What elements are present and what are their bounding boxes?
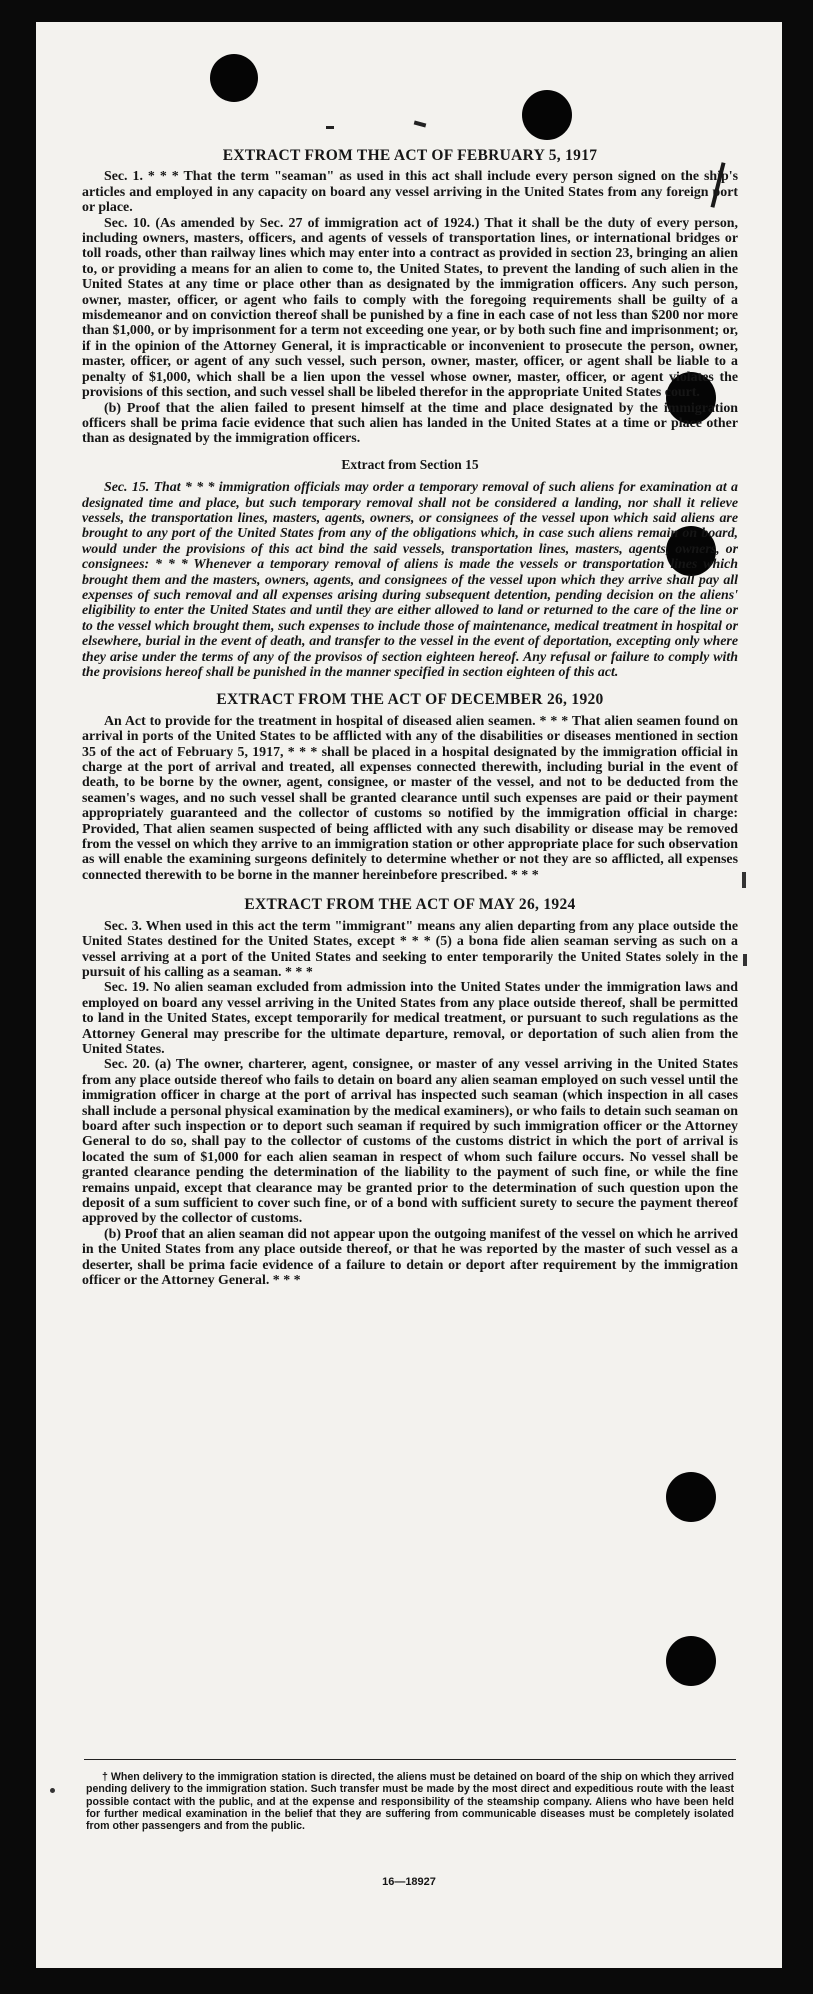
section-10: Sec. 10. (As amended by Sec. 27 of immigration act of 1924.) That it shall be the duty of every person, including owners, masters, officers, and agents of vessels of transportation lines, or international bridges or toll roads, other than railway lines which may enter into a contract as provided in section 23, bringing an alien to, or providing a means for an alien to come to, the United States, to prevent the landing of such alien in the United States at any time or place other than as designated by the immigration officers. Any such person, owner, master, officer, or agent who fails to comply with the foregoing requirements shall be guilty of a misdemeanor and on conviction thereof shall be punished by a fine in each case of not less than $200 nor more than $1,000, or by imprisonment for a term not exceeding one year, or by both such fine and imprisonment; or, if in the opinion of the Attorney General, it is impracticable or inconvenient to prosecute the person, owner, master, officer, or agent of any such vessel, such person, owner, master, officer, or agent shall be liable to a penalty of $1,000, which shall be a lien upon the vessel whose owner, master, officer, or agent violates the provisions of this section, and such vessel shall be libeled therefor in the appropriate United States court. bbox=[82, 215, 738, 401]
stray-mark-right-2 bbox=[743, 954, 747, 966]
punch-hole-right-3 bbox=[666, 1472, 716, 1522]
section-3: Sec. 3. When used in this act the term "immigrant" means any alien departing from any place outside the United States destined for the United States, except * * * (5) a bona fide alien seaman serving as such on a vessel arriving at a port of the United States and seeking to enter temporarily the United States solely in the pursuit of his calling as a seaman. * * * bbox=[82, 918, 738, 980]
section-1: Sec. 1. * * * That the term "seaman" as used in this act shall include every person signed on the ship's articles and employed in any capacity on board any vessel arriving in the United States from any foreign port or place. bbox=[82, 169, 738, 216]
heading-act-1920: EXTRACT FROM THE ACT OF DECEMBER 26, 1920 bbox=[216, 691, 604, 709]
document-page bbox=[36, 22, 782, 1968]
stray-mark-right bbox=[742, 872, 746, 888]
form-number: 16—18927 bbox=[382, 1876, 436, 1888]
section-19: Sec. 19. No alien seaman excluded from admission into the United States under the immigration laws and employed on board any vessel arriving in the United States from any place outside thereof, shall be permitted to land in the United States, except temporarily for medical treatment, or pursuant to such regulations as the Attorney General may prescribe for the ultimate departure, removal, or deportation of such alien from the United States. bbox=[82, 980, 738, 1057]
punch-hole-top-right bbox=[522, 90, 572, 140]
footnote: † When delivery to the immigration station is directed, the aliens must be detained on board of the ship on which they arrived pending delivery to the immigration station. Such transfer must be made by the most direct and expeditious route with the least possible contact with the public, and at the expense and responsibility of the steamship company. Aliens who have been held for further medical examination in the belief that they are suffering from communicable diseases must be completely isolated from other passengers and from the public. bbox=[86, 1771, 734, 1833]
act-1920-text: An Act to provide for the treatment in hospital of diseased alien seamen. * * * That alien seamen found on arrival in ports of the United States to be afflicted with any of the disabilities or diseases mentioned in section 35 of the act of February 5, 1917, * * * shall be placed in a hospital designated by the immigration official in charge at the port of arrival and treated, all expenses connected therewith, including burial in the event of death, to be borne by the owner, agent, consignee, or master of the vessel, and not to be deducted from the seamen's wages, and no such vessel shall be granted clearance until such expenses are paid or their payment appropriately guaranteed and the collector of customs so notified by the immigration official in charge: Provided, That alien seamen suspected of being afflicted with any such disability or disease may be removed from the vessel on which they arrive to an immigration station or other appropriate place for such observation as will enable the examining surgeons definitely to determine whether or not they are so afflicted, all expenses connected therewith to be borne in the manner hereinbefore prescribed. * * * bbox=[82, 713, 738, 883]
stray-mark-top bbox=[326, 126, 334, 129]
stray-mark-left bbox=[50, 1788, 55, 1793]
punch-hole-right-4 bbox=[666, 1636, 716, 1686]
heading-section-15: Extract from Section 15 bbox=[341, 456, 479, 472]
section-20-a: Sec. 20. (a) The owner, charterer, agent, consignee, or master of any vessel arriving in the United States from any place outside thereof who fails to detain on board any alien seaman employed on such vessel until the immigration officer in charge at the port of arrival has inspected such seaman (which inspection in all cases shall include a personal physical examination by the medical examiners), or who fails to detain such seaman on board after such inspection or to deport such seaman if required by such immigration officer or the Attorney General to do so, shall pay to the collector of customs of the customs district in which the port of arrival is located the sum of $1,000 for each alien seaman in respect of whom such failure occurs. No vessel shall be granted clearance pending the determination of the liability to the payment of such fine, or while the fine remains unpaid, except that clearance may be granted prior to the determination of such question upon the deposit of a sum sufficient to cover such fine, or of a bond with sufficient surety to secure the payment thereof approved by the collector of customs. bbox=[82, 1057, 738, 1227]
stray-mark-top-2 bbox=[414, 121, 427, 128]
footnote-divider bbox=[84, 1759, 736, 1760]
document-body bbox=[82, 148, 738, 1288]
heading-act-1917: EXTRACT FROM THE ACT OF FEBRUARY 5, 1917 bbox=[222, 147, 598, 164]
section-15: Sec. 15. That * * * immigration officials may order a temporary removal of such aliens for examination at a designated time and place, but such temporary removal shall not be considered a landing, nor shall it relieve vessels, the transportation lines, masters, agents, owners, or consignees of the vessel upon which said aliens are brought to any port of the United States from any of the obligations which, in case such aliens remain on board, would under the provisions of this act bind the said vessels, transportation lines, masters, agents, owners, or consignees: * * * Whenever a temporary removal of aliens is made the vessels or transportation lines which brought them and the masters, owners, agents, and consignees of the vessel upon which they arrive shall pay all expenses of such removal and all expenses arising during subsequent detention, pending decision on the aliens' eligibility to enter the United States and until they are either allowed to land or returned to the care of the line or to the vessel which brought them, such expenses to include those of maintenance, medical treatment in hospital or elsewhere, burial in the event of death, and transfer to the vessel in the event of deportation, excepting only where they arise under the terms of any of the provisos of section eighteen hereof. Any refusal or failure to comply with the provisions hereof shall be punished in the manner specified in section eighteen of this act. bbox=[82, 480, 738, 680]
heading-act-1924: EXTRACT FROM THE ACT OF MAY 26, 1924 bbox=[244, 896, 576, 914]
section-10-b: (b) Proof that the alien failed to present himself at the time and place designated by the immigration officers shall be prima facie evidence that such alien has landed in the United States at a time or place other than as designated by the immigration officers. bbox=[82, 400, 738, 447]
punch-hole-top-left bbox=[210, 54, 258, 102]
section-20-b: (b) Proof that an alien seaman did not appear upon the outgoing manifest of the vessel on which he arrived in the United States from any place outside thereof, or that he was reported by the master of such vessel as a deserter, shall be prima facie evidence of a failure to detain or deport after requirement by the immigration officer or the Attorney General. * * * bbox=[82, 1226, 738, 1289]
